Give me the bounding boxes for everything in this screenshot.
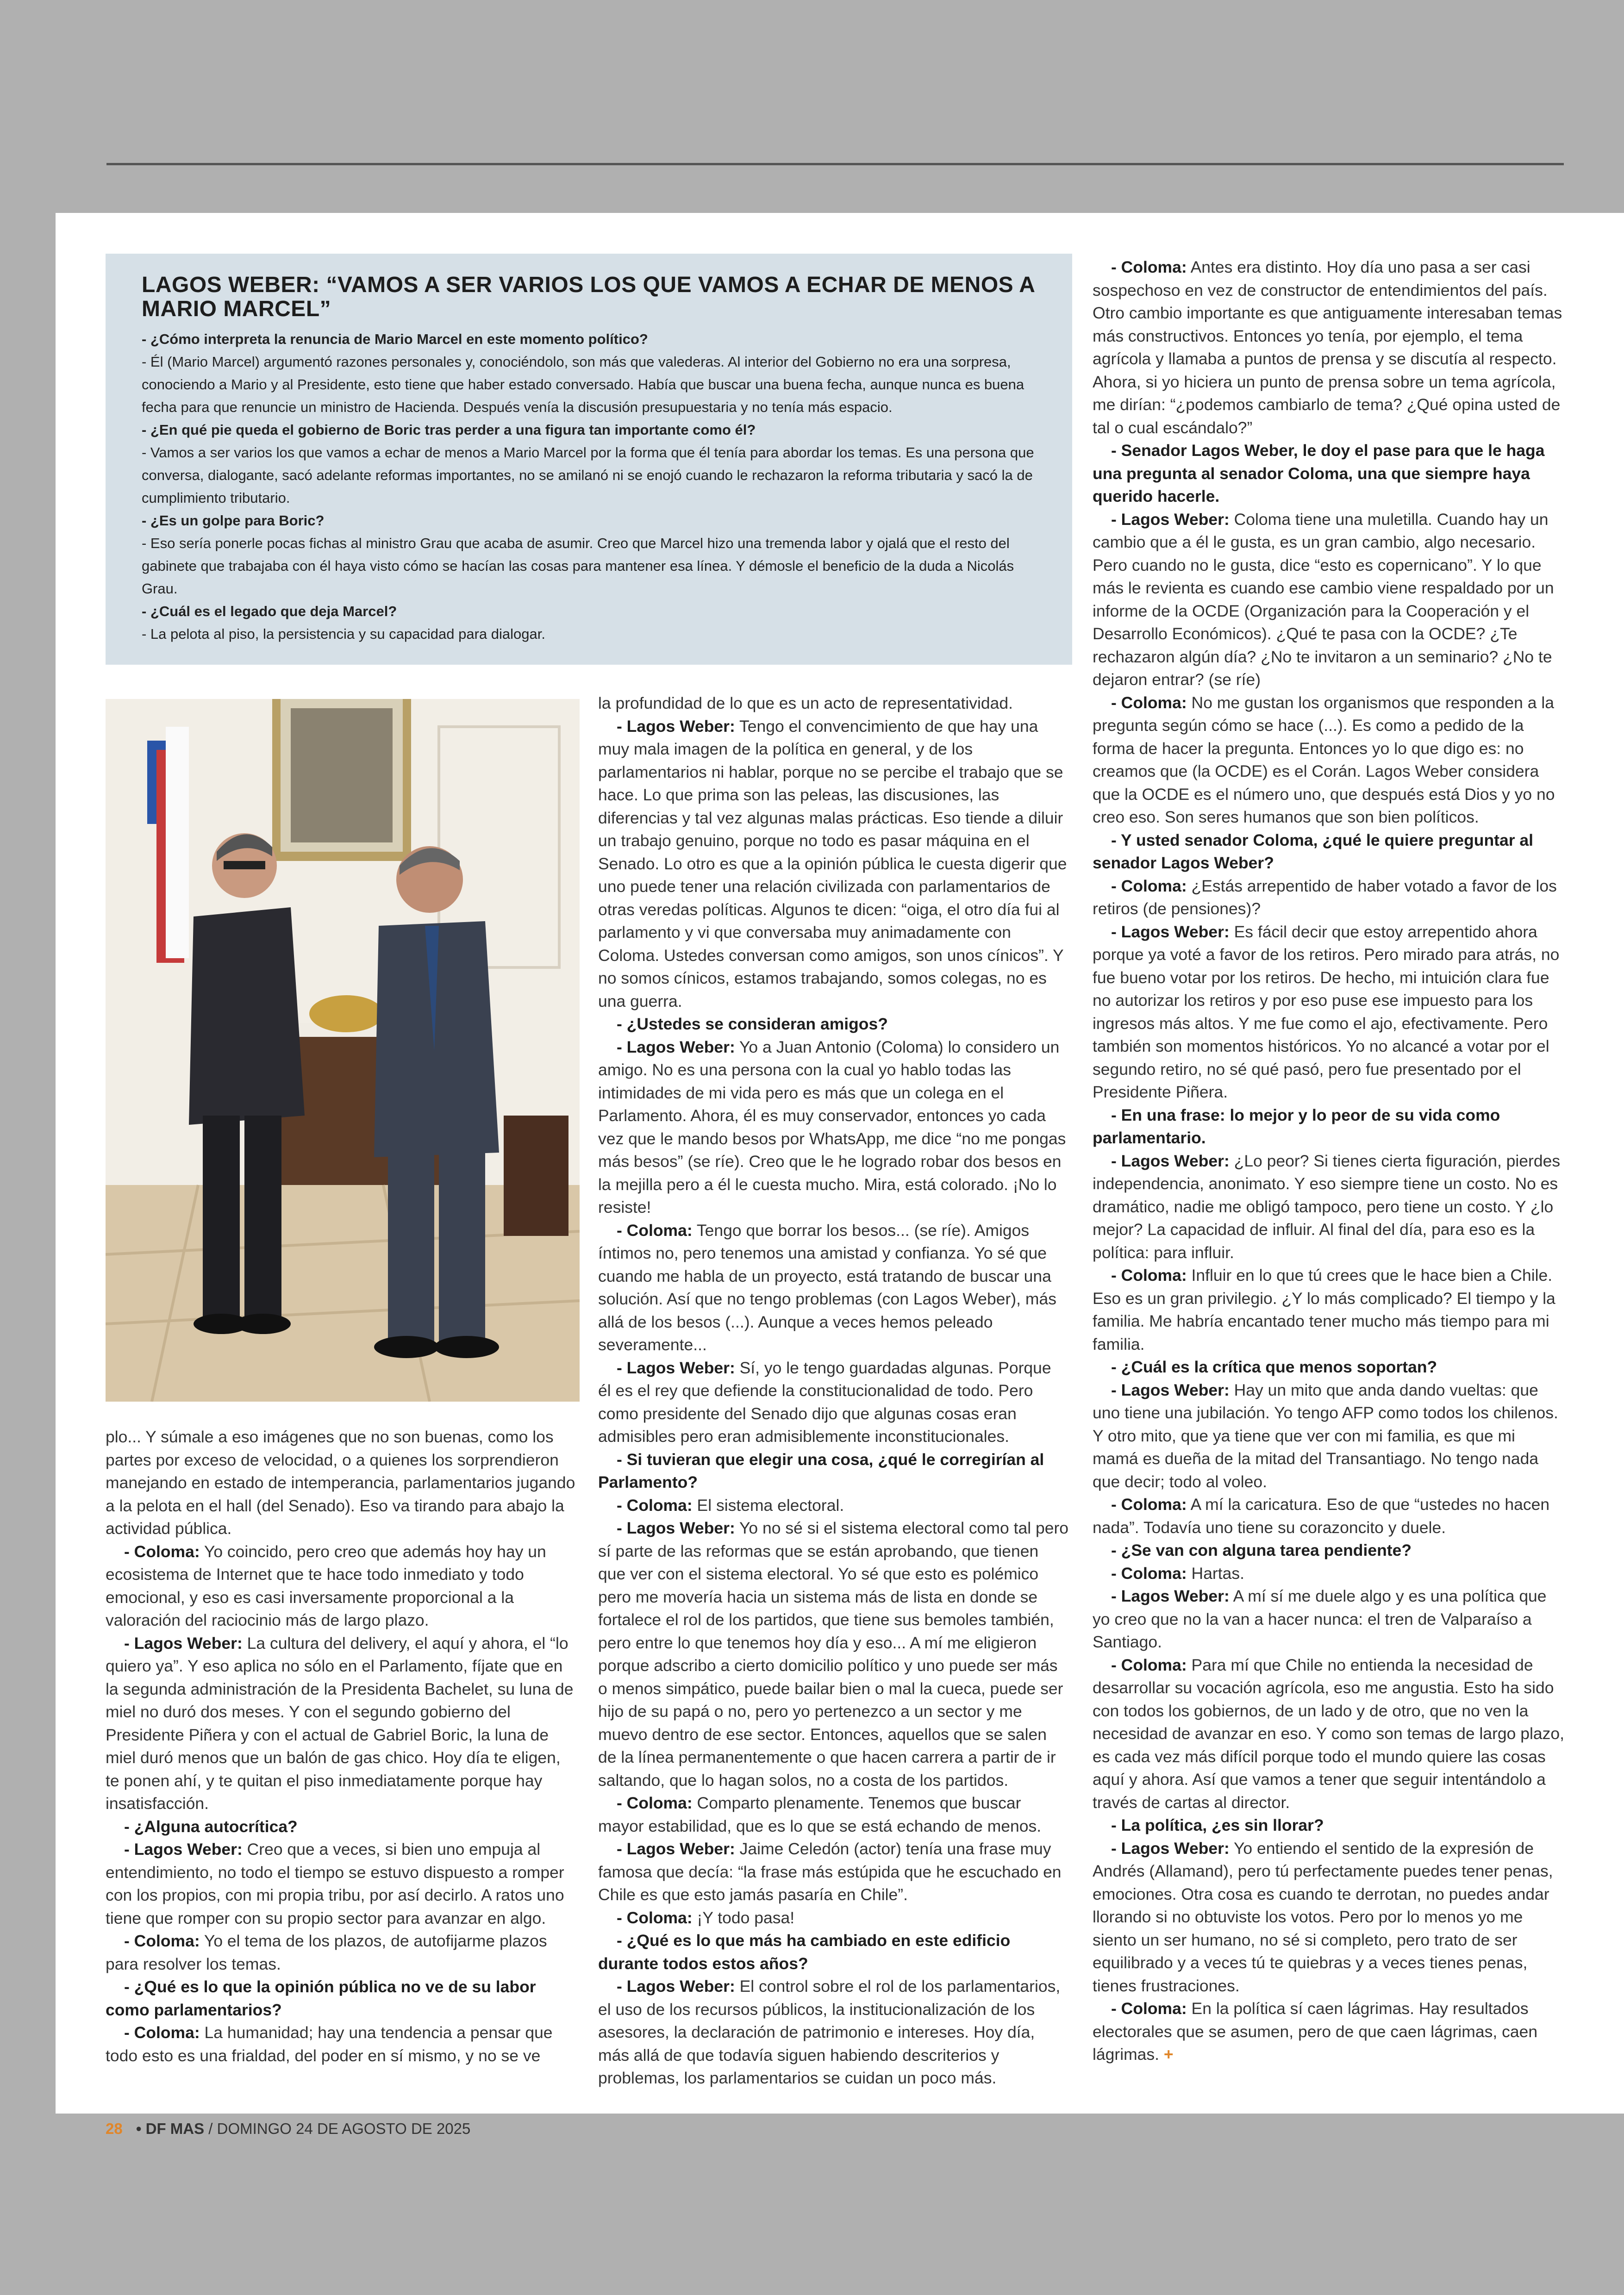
interview-answer: [1093, 1264, 1565, 1356]
magazine-brand: • DF MAS: [136, 2120, 205, 2137]
interview-photo-illustration: [106, 699, 580, 1402]
speaker-name: - Coloma:: [1111, 1266, 1187, 1285]
interview-answer: [106, 2021, 576, 2067]
interview-question: - ¿Se van con alguna tarea pendiente?: [1111, 1541, 1412, 1559]
answer-text: Yo entiendo el sentido de la expresión de Andrés (Allamand), pero tú perfectamente puedes tener penas, emociones. Otra cosa es cuando te derrotan, no puedes andar llorando si no obtuviste los votos. Pero por lo menos yo me siento un ser humano, no sé si completo, pero trato de ser equilibrado y a veces tú te quiebras y a veces tienes penas, tienes frustraciones.: [1093, 1839, 1553, 1995]
speaker-name: - Coloma:: [617, 1908, 693, 1927]
speaker-name: - Lagos Weber:: [1111, 1380, 1230, 1399]
answer-text: Para mí que Chile no entienda la necesidad de desarrollar su vocación agrícola, eso me angustia. Esto ha sido con todos los gobiernos, de un lado y de otro, que no ven la necesidad de avanzar en eso. Y como son temas de largo plazo, es cada vez más difícil porque todo el mundo quiere las cosas aquí y ahora. Así que vamos a tener que seguir intentándolo a través de cartas al director.: [1093, 1655, 1564, 1812]
answer-text: Yo a Juan Antonio (Coloma) lo considero un amigo. No es una persona con la cual yo hablo todas las intimidades de mi vida pero es más que un colega en el Parlamento. Ahora, él es muy conservador, entonces yo cada vez que le mando besos por WhatsApp, me dice “no me pongas más besos” (se ríe). Creo que le he logrado robar dos besos en la mejilla pero a él le cuesta mucho. Mira, está colorado. ¡No lo resiste!: [598, 1037, 1066, 1216]
answer-text: El sistema electoral.: [692, 1496, 844, 1515]
speaker-name: - Coloma:: [124, 1932, 200, 1950]
interview-question: - ¿Qué es lo que más ha cambiado en este edificio durante todos estos años?: [598, 1931, 1011, 1973]
speaker-name: - Coloma:: [1111, 1495, 1187, 1514]
speaker-name: - Coloma:: [124, 2023, 200, 2042]
speaker-name: - Coloma:: [1111, 258, 1187, 276]
answer-text: A mí la caricatura. Eso de que “ustedes no hacen nada”. Todavía uno tiene su corazoncito y duele.: [1093, 1495, 1550, 1537]
interview-answer: [106, 1632, 576, 1815]
interview-answer: [1093, 921, 1565, 1104]
interview-answer: [598, 1517, 1068, 1792]
answer-text: Tengo que borrar los besos... (se ríe). Amigos íntimos no, pero tenemos una amistad y confianza. Yo sé que cuando me habla de un proyecto, está tratando de buscar una solución. Así que no tengo problemas (con Lagos Weber), más allá de los besos (...). Aunque a veces hemos peleado severamente...: [598, 1221, 1056, 1354]
article-column-3: [1093, 256, 1565, 2066]
interview-answer: [598, 1838, 1068, 1907]
interview-answer: [1093, 692, 1565, 829]
interview-answer: [1093, 508, 1565, 692]
sidebar-question: - ¿Cómo interpreta la renuncia de Mario Marcel en este momento político?: [142, 331, 648, 347]
body-paragraph: la profundidad de lo que es un acto de representatividad.: [598, 694, 1013, 712]
answer-text: El control sobre el rol de los parlamentarios, el uso de los recursos públicos, la institucionalización de los asesores, la declaración de patrimonio e intereses. Hoy día, más allá de que todavía siguen habiendo descriterios y problemas, los parlamentarios se cuidan un poco más.: [598, 1977, 1061, 2087]
interview-answer: [1093, 1562, 1565, 1585]
answer-text: En la política sí caen lágrimas. Hay resultados electorales que se asumen, pero de que caen lágrimas, caen lágrimas.: [1093, 1999, 1538, 2064]
speaker-name: - Lagos Weber:: [617, 1977, 735, 1996]
speaker-name: - Coloma:: [617, 1496, 693, 1515]
interview-question: - ¿Alguna autocrítica?: [124, 1817, 298, 1836]
sidebar-question: - ¿Es un golpe para Boric?: [142, 512, 325, 529]
answer-text: Yo el tema de los plazos, de autofijarme plazos para resolver los temas.: [106, 1932, 547, 1973]
answer-text: ¿Lo peor? Si tienes cierta figuración, pierdes independencia, anonimato. Y eso siempre tiene un costo. No es dramático, nadie me obligó tampoco, pero tiene un costo. Y ¿lo mejor? La capacidad de influir. Al final del día, para eso es la política: para influir.: [1093, 1151, 1561, 1262]
interview-answer: [598, 1975, 1068, 2090]
sidebar-answer: - Vamos a ser varios los que vamos a echar de menos a Mario Marcel por la forma que él tenía para abordar los temas. Es una persona que conversa, dialogante, sacó adelante reformas importantes, no se amilanó ni se enojó cuando le rechazaron la reforma tributaria y sacó la de cumplimiento tributario.: [142, 444, 1034, 506]
answer-text: A mí sí me duele algo y es una política que yo creo que no la van a hacer nunca: el tren de Valparaíso a Santiago.: [1093, 1587, 1547, 1651]
answer-text: Tengo el convencimiento de que hay una muy mala imagen de la política en general, y de los parlamentarios ni hablar, porque no se percibe el trabajo que se hace. Lo que prima son las peleas, las discusiones, las diferencias y tal vez algunas malas prácticas. Eso tiende a diluir un trabajo genuino, porque no todo es pasar máquina en el Senado. Lo otro es que a la opinión pública le cuesta digerir que uno puede tener una relación civilizada con parlamentarios de otras veredas políticas. Algunos te dicen: “oiga, el otro día fui al parlamento y vi que conversaba muy animadamente con Coloma. Ustedes conversan como amigos, son unos cínicos”. Y no somos cínicos, estamos trabajando, somos colegas, no es una guerra.: [598, 717, 1067, 1010]
speaker-name: - Coloma:: [1111, 1999, 1187, 2018]
answer-text: Influir en lo que tú crees que le hace bien a Chile. Eso es un gran privilegio. ¿Y lo más complicado? El tiempo y la familia. Me habría encantado tener mucho más tiempo para mi familia.: [1093, 1266, 1555, 1353]
interview-question: - Si tuvieran que elegir una cosa, ¿qué le corregirían al Parlamento?: [598, 1450, 1044, 1491]
interview-answer: [106, 1540, 576, 1632]
speaker-name: - Lagos Weber:: [617, 1358, 735, 1377]
interview-answer: [598, 715, 1068, 1013]
speaker-name: - Lagos Weber:: [124, 1634, 243, 1653]
interview-answer: [598, 1357, 1068, 1448]
footer-separator: /: [208, 2120, 213, 2137]
answer-text: Antes era distinto. Hoy día uno pasa a ser casi sospechoso en vez de constructor de entendimientos del país. Otro cambio importante es que antiguamente interesaban temas más constructivos. Entonces yo tenía, por ejemplo, el tema agrícola y llamaba a puntos de prensa y se discutía al respecto. Ahora, si yo hiciera un punto de prensa sobre un tema agrícola, me dirían: “¿podemos cambiarlo de tema? ¿Qué opina usted de tal o cual escándalo?”: [1093, 258, 1562, 437]
interview-question: - ¿Qué es lo que la opinión pública no ve de su labor como parlamentarios?: [106, 1977, 536, 2019]
answer-text: La cultura del delivery, el aquí y ahora, el “lo quiero ya”. Y eso aplica no sólo en el Parlamento, fíjate que en la segunda administración de la Presidenta Bachelet, su luna de miel no duró dos meses. Y con el segundo gobierno del Presidente Piñera y con el actual de Gabriel Boric, la luna de miel duró menos que un balón de gas chico. Hoy día te eligen, te ponen ahí, y te quitan el piso inmediatamente porque hay insatisfacción.: [106, 1634, 574, 1813]
sidebar-answer: - La pelota al piso, la persistencia y su capacidad para dialogar.: [142, 626, 545, 642]
sidebar-title: LAGOS WEBER: “VAMOS A SER VARIOS LOS QUE VAMOS A ECHAR DE MENOS A MARIO MARCEL”: [142, 273, 1035, 321]
answer-text: No me gustan los organismos que responden a la pregunta según cómo se hace (...). Es como a pedido de la forma de hacer la pregunta. Entonces yo lo que digo es: no creamos que (la OCDE) es el Corán. Lagos Weber considera que la OCDE es el número uno, que después está Dios y yo no creo eso. Son seres humanos que son bien políticos.: [1093, 693, 1555, 826]
sidebar-question: - ¿Cuál es el legado que deja Marcel?: [142, 603, 397, 619]
speaker-name: - Lagos Weber:: [1111, 922, 1230, 941]
interview-question: - Y usted senador Coloma, ¿qué le quiere preguntar al senador Lagos Weber?: [1093, 830, 1534, 872]
interview-answer: [1093, 1493, 1565, 1539]
answer-text: Comparto plenamente. Tenemos que buscar mayor estabilidad, que es lo que se está echando de menos.: [598, 1794, 1042, 1835]
answer-text: Yo no sé si el sistema electoral como tal pero sí parte de las reformas que se están aprobando, que tienen que ver con el sistema electoral. Yo sé que esto es polémico pero me movería hacia un sistema más de lista en donde se fortalece el rol de los partidos, que tiene sus bemoles también, pero entre lo que tenemos hoy día y eso... A mí me eligieron porque adscribo a cierto domicilio político y uno puede ser más o menos simpático, puede bailar bien o mal la cueca, puede ser hijo de su papá o no, pero yo pertenezco a un sector y me muevo dentro de ese sector. Entonces, aquellos que se salen de la línea permanentemente o que hacen carrera a partir de ir saltando, que lo hagan solos, no a costa de los partidos.: [598, 1519, 1069, 1790]
speaker-name: - Lagos Weber:: [617, 1840, 735, 1858]
sidebar-question: - ¿En qué pie queda el gobierno de Boric tras perder a una figura tan importante como él?: [142, 422, 756, 438]
interview-answer: [598, 1036, 1068, 1219]
interview-answer: [106, 1930, 576, 1976]
speaker-name: - Coloma:: [1111, 1655, 1187, 1674]
end-of-article-mark: +: [1163, 2045, 1174, 2064]
answer-text: ¿Estás arrepentido de haber votado a favor de los retiros (de pensiones)?: [1093, 876, 1557, 918]
interview-photo: [106, 699, 580, 1402]
interview-question: - En una frase: lo mejor y lo peor de su vida como parlamentario.: [1093, 1105, 1500, 1147]
interview-answer: [106, 1838, 576, 1930]
interview-question: - Senador Lagos Weber, le doy el pase para que le haga una pregunta al senador Coloma, una que siempre haya querido hacerle.: [1093, 441, 1545, 505]
interview-answer: [1093, 1150, 1565, 1265]
answer-text: Yo coincido, pero creo que además hoy hay un ecosistema de Internet que te hace todo inmediato y todo emocional, y eso es casi inversamente proporcional a la valoración del raciocinio más de largo plazo.: [106, 1542, 546, 1629]
sidebar-box: [106, 254, 1072, 665]
answer-text: Jaime Celedón (actor) tenía una frase muy famosa que decía: “la frase más estúpida que he escuchado en Chile es que esto jamás pasaría en Chile”.: [598, 1840, 1062, 1904]
speaker-name: - Coloma:: [617, 1794, 693, 1812]
interview-answer: [1093, 1997, 1565, 2066]
interview-answer: [1093, 1585, 1565, 1654]
speaker-name: - Lagos Weber:: [1111, 1587, 1230, 1605]
interview-answer: [1093, 256, 1565, 439]
answer-text: Hay un mito que anda dando vueltas: que uno tiene una jubilación. Yo tengo AFP como todos los chilenos. Y otro mito, que ya tiene que ver con mi familia, es que mi mamá es dueña de la mitad del Transantiago. No tengo nada que decir; todo al voleo.: [1093, 1380, 1558, 1491]
answer-text: Sí, yo le tengo guardadas algunas. Porque él es el rey que defiende la constitucionalidad de todo. Pero como presidente del Senado dijo que algunas cosas eran admisibles pero eran admisiblemente inconstitucionales.: [598, 1358, 1051, 1446]
interview-answer: [1093, 1379, 1565, 1494]
interview-answer: [598, 1792, 1068, 1838]
interview-answer: [1093, 875, 1565, 921]
interview-answer: [598, 1907, 1068, 1930]
body-paragraph: plo... Y súmale a eso imágenes que no son buenas, como los partes por exceso de velocidad, o a quienes los sorprendieron manejando en estado de intemperancia, parlamentarios jugando a la pelota en el hall (del Senado). Eso va tirando para abajo la actividad pública.: [106, 1428, 575, 1538]
speaker-name: - Coloma:: [1111, 1564, 1187, 1583]
answer-text: Es fácil decir que estoy arrepentido ahora porque ya voté a favor de los retiros. Pero mirado para atrás, no fue bueno votar por los retiros. De hecho, mi intuición clara fue no autorizar los retiros y por eso puse ese impuesto para los ingresos más altos. Y me fue como el ajo, efectivamente. Pero también son momentos históricos. Yo no alcancé a votar por el segundo retiro, no sé qué pasó, pero fue presentado por el Presidente Piñera.: [1093, 922, 1560, 1101]
issue-date: DOMINGO 24 DE AGOSTO DE 2025: [217, 2120, 471, 2137]
speaker-name: - Lagos Weber:: [1111, 1839, 1230, 1858]
speaker-name: - Lagos Weber:: [1111, 510, 1230, 529]
speaker-name: - Coloma:: [124, 1542, 200, 1561]
speaker-name: - Lagos Weber:: [124, 1840, 243, 1858]
speaker-name: - Coloma:: [617, 1221, 693, 1240]
speaker-name: - Lagos Weber:: [617, 717, 735, 736]
speaker-name: - Lagos Weber:: [617, 1519, 735, 1537]
interview-answer: [1093, 1654, 1565, 1815]
speaker-name: - Coloma:: [1111, 876, 1187, 895]
interview-question: - ¿Cuál es la crítica que menos soportan?: [1111, 1358, 1437, 1376]
interview-question: - La política, ¿es sin llorar?: [1111, 1816, 1324, 1834]
answer-text: ¡Y todo pasa!: [692, 1908, 795, 1927]
sidebar-answer: - Él (Mario Marcel) argumentó razones personales y, conociéndolo, son más que valederas. Al interior del Gobierno no era una sorpresa, conociendo a Mario y al Presidente, esto tiene que haber estado conversado. Había que buscar una buena fecha, aunque nunca es buena fecha para que renuncie un ministro de Hacienda. Después venía la discusión presupuestaria y no tenía más espacio.: [142, 354, 1024, 415]
article-column-1: [106, 1426, 576, 2067]
answer-text: Creo que a veces, si bien uno empuja al entendimiento, no todo el tiempo se estuvo dispuesto a romper con los propios, con mi propia tribu, por así decirlo. A ratos uno tiene que romper con su propio sector para avanzar en algo.: [106, 1840, 564, 1927]
answer-text: Hartas.: [1187, 1564, 1244, 1583]
interview-question: - ¿Ustedes se consideran amigos?: [617, 1015, 888, 1033]
article-column-2: [598, 692, 1068, 2090]
speaker-name: - Lagos Weber:: [617, 1037, 735, 1056]
interview-answer: [598, 1219, 1068, 1357]
top-rule: [106, 163, 1564, 165]
answer-text: Coloma tiene una muletilla. Cuando hay un cambio que a él le gusta, es un gran cambio, algo necesario. Pero cuando no le gusta, dice “esto es copernicano”. Y lo que más le revienta es cuando ese cambio viene respaldado por un informe de la OCDE (Organización para la Cooperación y el Desarrollo Económicos). ¿Qué te pasa con la OCDE? ¿Te rechazaron algún día? ¿No te invitaron a un seminario? ¿No te dejaron entrar? (se ríe): [1093, 510, 1554, 689]
answer-text: La humanidad; hay una tendencia a pensar que todo esto es una frialdad, del poder en sí mismo, y no se ve: [106, 2023, 553, 2065]
page-footer: [106, 2120, 470, 2138]
speaker-name: - Lagos Weber:: [1111, 1151, 1230, 1170]
sidebar-qa: [142, 328, 1039, 645]
sidebar-answer: - Eso sería ponerle pocas fichas al ministro Grau que acaba de asumir. Creo que Marcel hizo una tremenda labor y ojalá que el resto del gabinete que trabajaba con él haya visto cómo se hacían las cosas para mantener esa línea. Y démosle el beneficio de la duda a Nicolás Grau.: [142, 535, 1014, 597]
interview-answer: [1093, 1837, 1565, 1998]
page-number: 28: [106, 2120, 123, 2137]
interview-answer: [598, 1494, 1068, 1517]
speaker-name: - Coloma:: [1111, 693, 1187, 712]
